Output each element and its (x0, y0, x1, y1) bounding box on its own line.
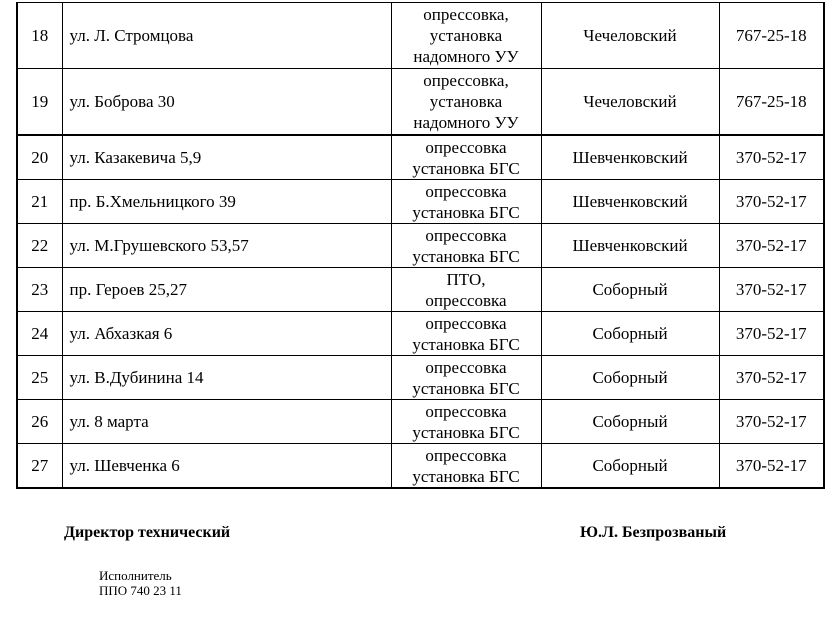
work-line: надомного УУ (413, 47, 519, 66)
row-number: 25 (17, 356, 62, 400)
executor-label: Исполнитель (99, 568, 172, 583)
work-line: опрессовка (425, 357, 507, 377)
row-phone: 370-52-17 (719, 400, 824, 444)
table-row (17, 135, 824, 180)
row-address: ул. Абхазкая 6 (62, 312, 391, 356)
row-phone: 370-52-17 (719, 444, 824, 489)
work-line: опрессовка (425, 401, 507, 421)
table-row (17, 224, 824, 268)
table-row (17, 180, 824, 224)
table-row (17, 356, 824, 400)
work-line: опрессовка (425, 290, 507, 310)
row-address: ул. Шевченка 6 (62, 444, 391, 489)
executor-block (99, 568, 182, 598)
row-work (391, 135, 541, 180)
work-line: надомного УУ (413, 113, 519, 132)
work-line: установка БГС (412, 158, 520, 178)
row-number: 19 (17, 69, 62, 136)
row-address: ул. Боброва 30 (62, 69, 391, 136)
row-address: ул. Л. Стромцова (62, 3, 391, 69)
row-district: Шевченковский (541, 135, 719, 180)
row-phone: 370-52-17 (719, 224, 824, 268)
work-line: ПТО, (446, 269, 486, 289)
row-number: 23 (17, 268, 62, 312)
row-number: 24 (17, 312, 62, 356)
table-row (17, 3, 824, 69)
work-line: установка БГС (412, 466, 520, 486)
work-line: установка БГС (412, 422, 520, 442)
table-row (17, 69, 824, 136)
work-line: опрессовка (425, 181, 507, 201)
row-phone: 370-52-17 (719, 356, 824, 400)
row-district: Чечеловский (541, 69, 719, 136)
table-row (17, 444, 824, 489)
row-address: ул. М.Грушевского 53,57 (62, 224, 391, 268)
row-phone: 767-25-18 (719, 69, 824, 136)
row-address: ул. Казакевича 5,9 (62, 135, 391, 180)
work-line: опрессовка, (423, 71, 509, 90)
row-work (391, 268, 541, 312)
work-line: установка БГС (412, 202, 520, 222)
row-phone: 370-52-17 (719, 312, 824, 356)
row-number: 20 (17, 135, 62, 180)
row-number: 26 (17, 400, 62, 444)
row-district: Соборный (541, 356, 719, 400)
work-line: опрессовка (425, 445, 507, 465)
schedule-table (16, 2, 825, 489)
row-phone: 370-52-17 (719, 180, 824, 224)
row-work (391, 69, 541, 136)
row-work (391, 312, 541, 356)
row-district: Соборный (541, 444, 719, 489)
signature-title: Директор технический (64, 524, 231, 541)
row-district: Шевченковский (541, 224, 719, 268)
row-work (391, 356, 541, 400)
row-phone: 370-52-17 (719, 268, 824, 312)
work-line: установка БГС (412, 378, 520, 398)
work-line: опрессовка (425, 313, 507, 333)
row-address: пр. Б.Хмельницкого 39 (62, 180, 391, 224)
table-row (17, 312, 824, 356)
row-work (391, 400, 541, 444)
work-line: установка БГС (412, 246, 520, 266)
row-district: Шевченковский (541, 180, 719, 224)
work-line: установка (429, 92, 503, 111)
row-number: 27 (17, 444, 62, 489)
table-row (17, 400, 824, 444)
work-line: установка (429, 26, 503, 45)
row-address: ул. В.Дубинина 14 (62, 356, 391, 400)
row-address: пр. Героев 25,27 (62, 268, 391, 312)
row-district: Соборный (541, 268, 719, 312)
row-work (391, 180, 541, 224)
row-number: 18 (17, 3, 62, 69)
row-district: Соборный (541, 400, 719, 444)
signature-name: Ю.Л. Безпрозваный (580, 524, 727, 541)
row-work (391, 3, 541, 69)
work-line: опрессовка (425, 225, 507, 245)
row-district: Соборный (541, 312, 719, 356)
row-number: 21 (17, 180, 62, 224)
row-phone: 370-52-17 (719, 135, 824, 180)
work-line: установка БГС (412, 334, 520, 354)
row-number: 22 (17, 224, 62, 268)
executor-line: ППО 740 23 11 (99, 583, 182, 598)
row-phone: 767-25-18 (719, 3, 824, 69)
table-row (17, 268, 824, 312)
row-district: Чечеловский (541, 3, 719, 69)
row-work (391, 224, 541, 268)
row-work (391, 444, 541, 489)
row-address: ул. 8 марта (62, 400, 391, 444)
work-line: опрессовка, (423, 5, 509, 24)
work-line: опрессовка (425, 137, 507, 157)
